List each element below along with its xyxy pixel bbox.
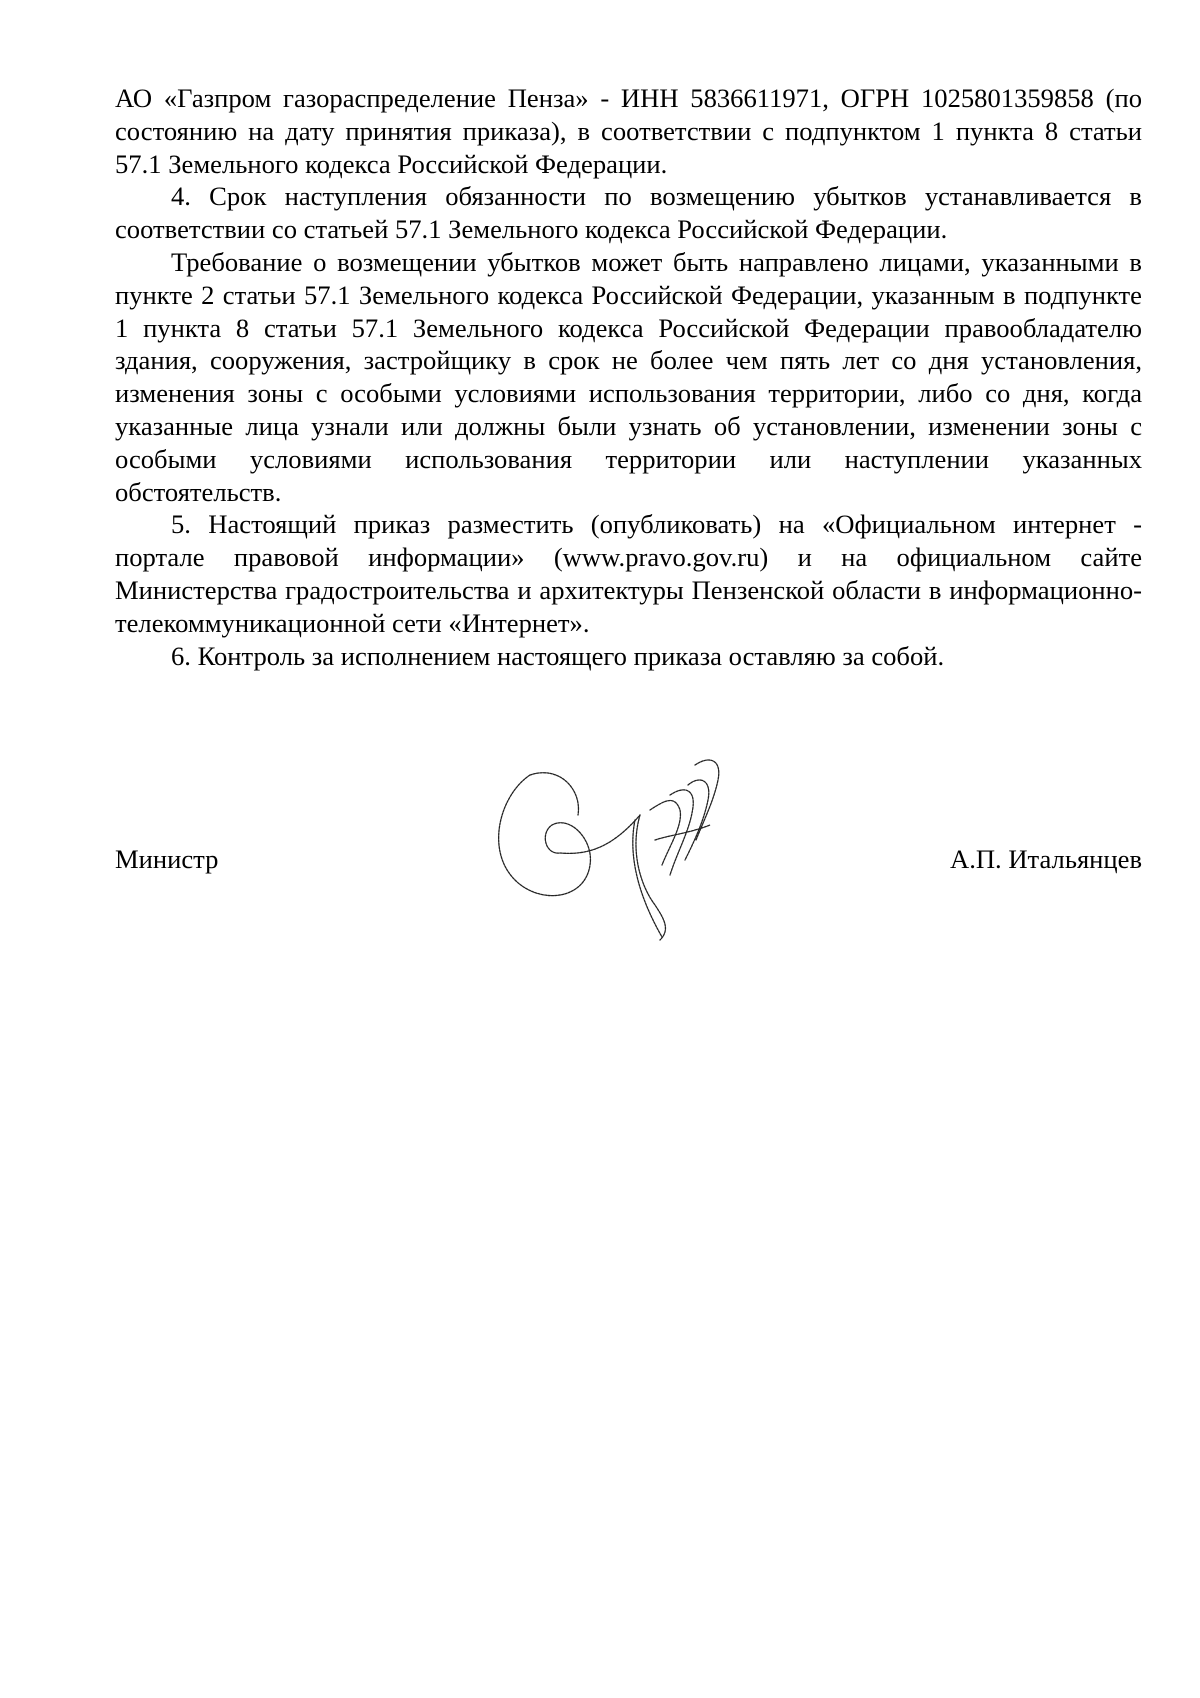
document-body [115, 82, 1142, 672]
paragraph-1: АО «Газпром газораспределение Пенза» - ИНН 5836611971, ОГРН 1025801359858 (по состоянию на дату принятия приказа), в соответствии с подпунктом 1 пункта 8 статьи 57.1 Земельного кодекса Российской Федерации. [115, 83, 1142, 179]
signatory-name: А.П. Итальянцев [950, 844, 1142, 874]
signatory-title: Министр [115, 844, 219, 874]
paragraph-4: 5. Настоящий приказ разместить (опубликовать) на «Официальном интернет - портале правовой информации» (www.pravo.gov.ru) и на официальном сайте Министерства градостроительства и архитектуры Пензенской области в информационно-телекоммуникационной сети «Интернет». [115, 509, 1142, 638]
paragraph-3: Требование о возмещении убытков может быть направлено лицами, указанными в пункте 2 статьи 57.1 Земельного кодекса Российской Федерации, указанным в подпункте 1 пункта 8 статьи 57.1 Земельного кодекса Российской Федерации правообладателю здания, сооружения, застройщику в срок не более чем пять лет со дня установления, изменения зоны с особыми условиями использования территории, либо со дня, когда указанные лица узнали или должны были узнать об установлении, изменении зоны с особыми условиями использования территории или наступлении указанных обстоятельств. [115, 246, 1142, 507]
paragraph-2: 4. Срок наступления обязанности по возмещению убытков устанавливается в соответствии со статьей 57.1 Земельного кодекса Российской Федерации. [115, 181, 1142, 245]
signature-block [115, 843, 1142, 883]
paragraph-5: 6. Контроль за исполнением настоящего приказа оставляю за собой. [171, 640, 945, 671]
